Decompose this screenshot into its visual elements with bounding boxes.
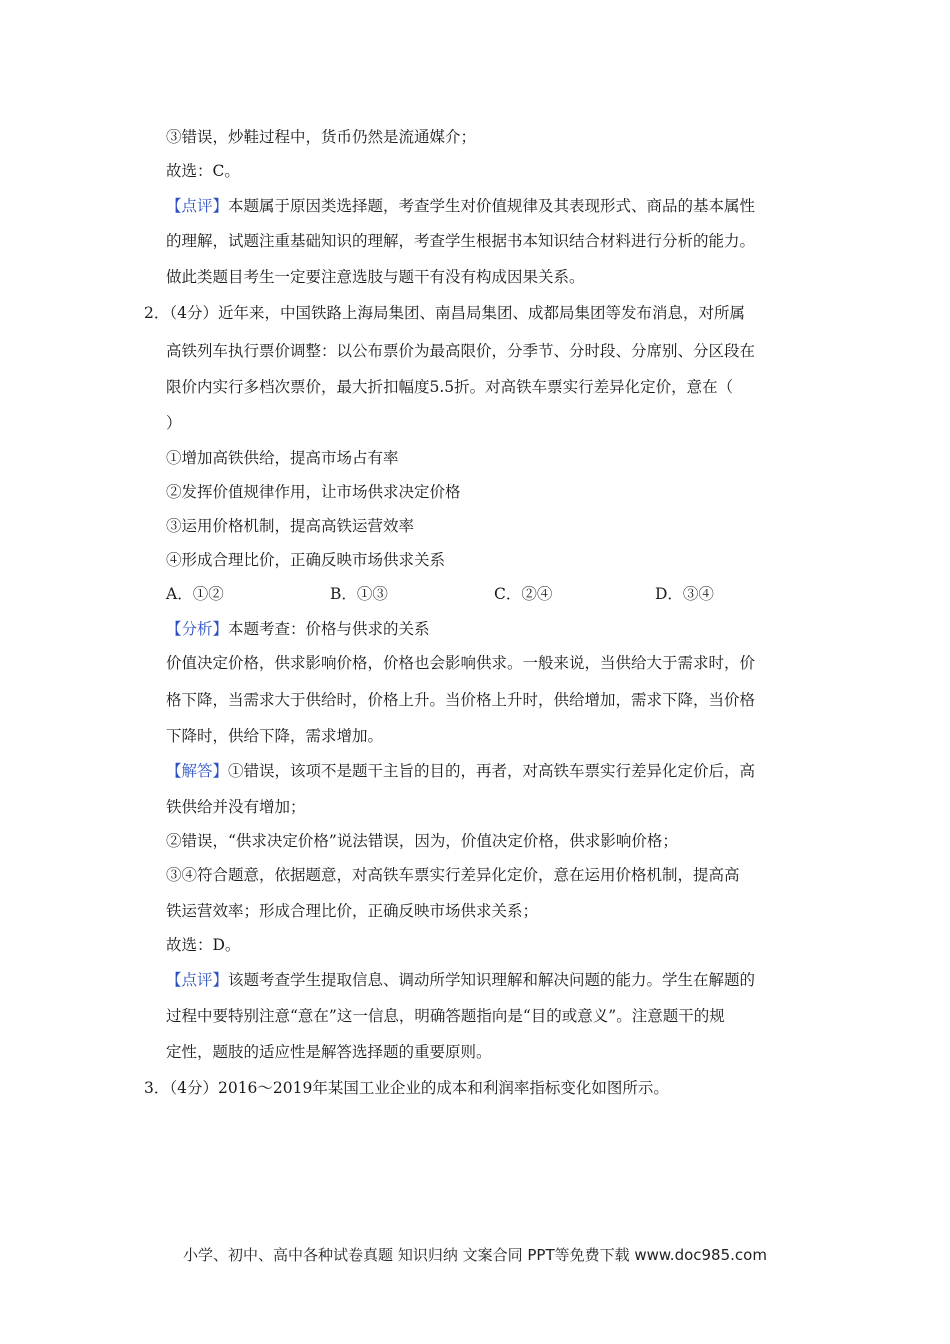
text-line: ） [166, 414, 182, 432]
statement-4: ④形成合理比价，正确反映市场供求关系 [166, 551, 446, 569]
text-line: 过程中要特别注意“意在”这一信息，明确答题指向是“目的或意义”。注意题干的规 [166, 1007, 725, 1025]
text-line: 故选：C。 [166, 162, 240, 180]
text-line: 【分析】本题考查：价格与供求的关系 [166, 620, 430, 638]
option-b: B．①③ [330, 585, 388, 603]
text-line: 的理解，试题注重基础知识的理解，考查学生根据书本知识结合材料进行分析的能力。 [166, 232, 756, 250]
text-line: 格下降，当需求大于供给时，价格上升。当价格上升时，供给增加，需求下降，当价格 [166, 691, 756, 709]
text-line: 定性，题肢的适应性是解答选择题的重要原则。 [166, 1043, 492, 1061]
text-line: 做此类题目考生一定要注意选肢与题干有没有构成因果关系。 [166, 268, 585, 286]
text-line: 下降时，供给下降，需求增加。 [166, 727, 384, 745]
text-line: 【点评】本题属于原因类选择题，考查学生对价值规律及其表现形式、商品的基本属性 [166, 197, 756, 215]
question-2-stem: 2．（4分）近年来，中国铁路上海局集团、南昌局集团、成都局集团等发布消息，对所属 [144, 304, 745, 322]
statement-3: ③运用价格机制，提高高铁运营效率 [166, 517, 415, 535]
answer-tag: 【解答】 [166, 762, 229, 780]
option-d: D．③④ [655, 585, 714, 603]
option-a: A．①② [166, 585, 224, 603]
statement-1: ①增加高铁供给，提高市场占有率 [166, 449, 399, 467]
text-line: ③④符合题意，依据题意，对高铁车票实行差异化定价，意在运用价格机制，提高高 [166, 866, 740, 884]
comment-tag: 【点评】 [166, 197, 229, 215]
comment-tag: 【点评】 [166, 971, 229, 989]
text-line: 高铁列车执行票价调整：以公布票价为最高限价，分季节、分时段、分席别、分区段在 [166, 342, 756, 360]
text-line: 价值决定价格，供求影响价格，价格也会影响供求。一般来说，当供给大于需求时，价 [166, 654, 756, 672]
page-footer: 小学、初中、高中各种试卷真题 知识归纳 文案合同 PPT等免费下载 www.doc985.com [183, 1246, 767, 1264]
question-3-stem: 3．（4分）2016～2019年某国工业企业的成本和利润率指标变化如图所示。 [144, 1079, 669, 1097]
analysis-tag: 【分析】 [166, 620, 229, 638]
text-line: 限价内实行多档次票价，最大折扣幅度5.5折。对高铁车票实行差异化定价，意在（ [166, 378, 734, 396]
text-line: ③错误，炒鞋过程中，货币仍然是流通媒介； [166, 128, 477, 146]
text-line: 故选：D。 [166, 936, 241, 954]
text-line: 铁运营效率；形成合理比价，正确反映市场供求关系； [166, 902, 539, 920]
text-line: 【点评】该题考查学生提取信息、调动所学知识理解和解决问题的能力。学生在解题的 [166, 971, 756, 989]
text-line: ②错误，“供求决定价格”说法错误，因为，价值决定价格，供求影响价格； [166, 832, 678, 850]
statement-2: ②发挥价值规律作用，让市场供求决定价格 [166, 483, 461, 501]
text-line: 铁供给并没有增加； [166, 798, 306, 816]
option-c: C．②④ [494, 585, 553, 603]
text-line: 【解答】①错误，该项不是题干主旨的目的，再者，对高铁车票实行差异化定价后，高 [166, 762, 756, 780]
